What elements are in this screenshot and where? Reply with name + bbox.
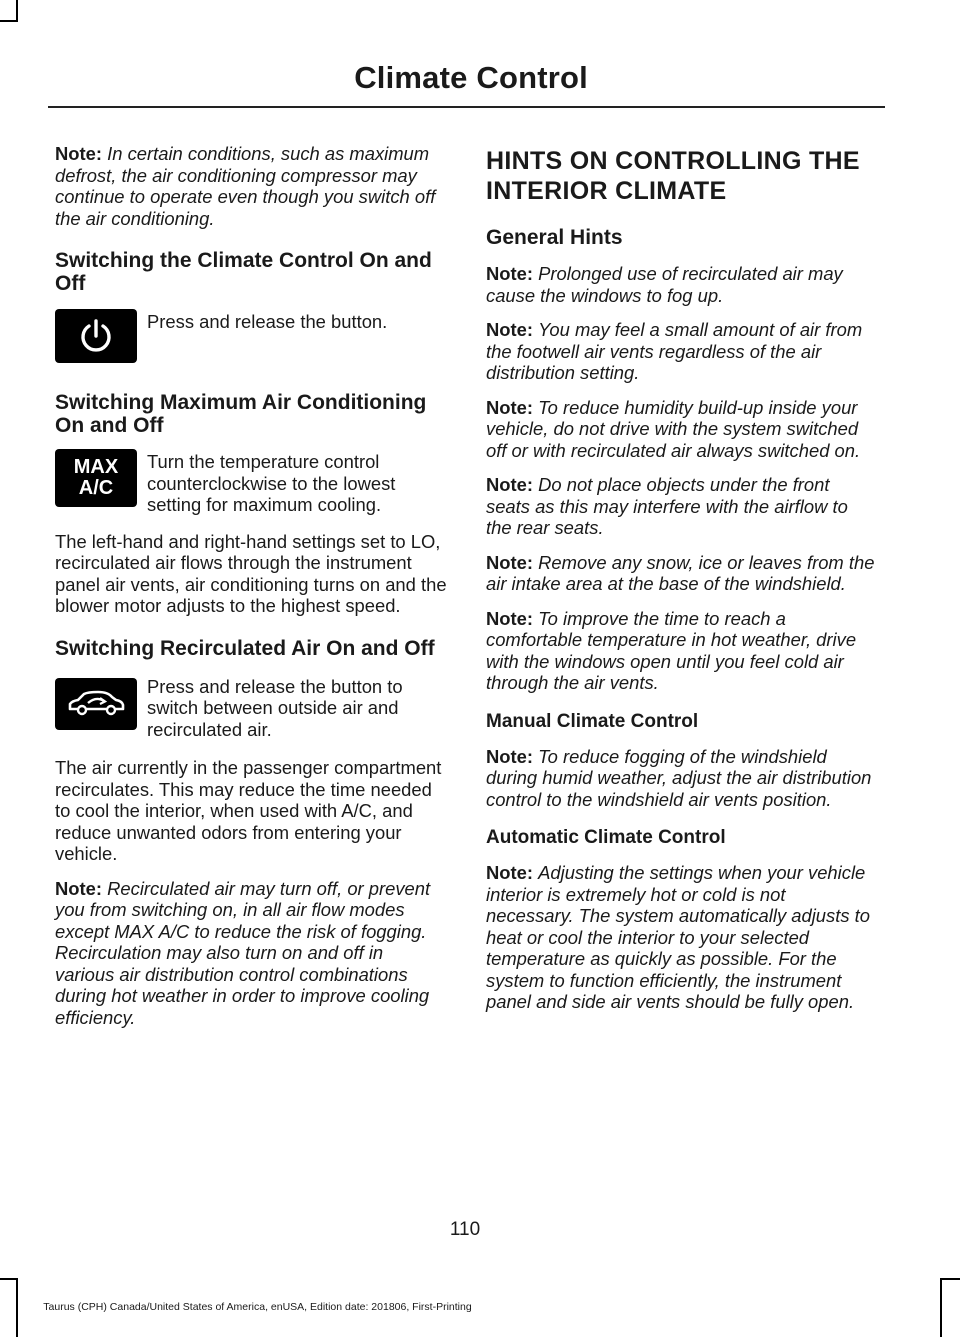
recirc-row xyxy=(55,674,447,741)
max-ac-icon: MAX A/C xyxy=(55,449,137,507)
max-ac-row xyxy=(55,451,447,516)
automatic-note: Note: Adjusting the settings when your vehicle interior is extremely hot or cold is not necessary. The system automatically adjusts to heat or cool the interior to your selected temperature as quickly as possible. For the system to function efficiently, the instrument panel and side air vents should be fully open. xyxy=(486,862,870,1012)
heading-automatic-climate: Automatic Climate Control xyxy=(486,827,726,848)
crop-mark xyxy=(0,1278,18,1280)
heading-general-hints: General Hints xyxy=(486,226,623,249)
crop-mark xyxy=(940,1278,942,1337)
right-column xyxy=(486,146,878,1026)
max-ac-text: Turn the temperature control counterclockwise to the lowest setting for maximum cooling. xyxy=(147,451,396,515)
note-recirculation: Note: Recirculated air may turn off, or prevent you from switching on, in all air flow modes except MAX A/C to reduce the risk of fogging. Recirculation may also turn on and off in various air distribution control combinations during hot weather in order to improve cooling efficiency. xyxy=(55,877,431,1028)
climate-onoff-row xyxy=(55,309,447,363)
recirc-paragraph: The air currently in the passenger compartment recirculates. This may reduce the time needed to cool the interior, when used with A/C, and reduce unwanted odors from entering your vehicle. xyxy=(55,757,442,864)
crop-mark xyxy=(0,20,18,22)
general-note: Note: You may feel a small amount of air from the footwell air vents regardless of the air distribution setting. xyxy=(486,319,863,383)
note-compressor: Note: In certain conditions, such as maximum defrost, the air conditioning compressor may continue to operate even though you switch off the air conditioning. xyxy=(55,143,436,229)
recirc-text: Press and release the button to switch between outside air and recirculated air. xyxy=(147,675,403,740)
manual-note: Note: To reduce fogging of the windshield during humid weather, adjust the air distribution control to the windshield air vents position. xyxy=(486,745,872,810)
general-note: Note: Prolonged use of recirculated air may cause the windows to fog up. xyxy=(486,263,843,306)
climate-onoff-text: Press and release the button. xyxy=(147,311,388,332)
recirculated-air-icon xyxy=(55,678,137,730)
heading-manual-climate: Manual Climate Control xyxy=(486,710,699,732)
power-icon xyxy=(55,309,137,363)
heading-climate-onoff: Switching the Climate Control On and Off xyxy=(55,249,432,295)
heading-recirculated-air: Switching Recirculated Air On and Off xyxy=(55,636,435,660)
crop-mark xyxy=(16,0,18,22)
general-note: Note: Remove any snow, ice or leaves from the air intake area at the base of the windshield. xyxy=(486,551,875,594)
left-column xyxy=(55,143,447,1041)
page-title: Climate Control xyxy=(354,60,588,95)
max-ac-paragraph: The left-hand and right-hand settings set to LO, recirculated air flows through the instrument panel air vents, air conditioning turns on and the blower motor adjusts to the highest speed. xyxy=(55,530,447,616)
general-note: Note: To reduce humidity build-up inside your vehicle, do not drive with the system switched off or with recirculated air always switched on. xyxy=(486,396,861,461)
general-note: Note: To improve the time to reach a comfortable temperature in hot weather, drive with the windows open until you feel cold air through the air vents. xyxy=(486,607,857,693)
crop-mark xyxy=(940,1278,960,1280)
footer-edition: Taurus (CPH) Canada/United States of America, enUSA, Edition date: 201806, First-Printing xyxy=(43,1301,472,1313)
heading-max-ac: Switching Maximum Air Conditioning On and Off xyxy=(55,391,427,437)
heading-hints: HINTS ON CONTROLLING THE INTERIOR CLIMATE xyxy=(486,147,860,205)
header-rule xyxy=(48,106,885,108)
general-note: Note: Do not place objects under the front seats as this may interfere with the airflow to the rear seats. xyxy=(486,474,848,538)
page-number: 110 xyxy=(449,1219,481,1240)
